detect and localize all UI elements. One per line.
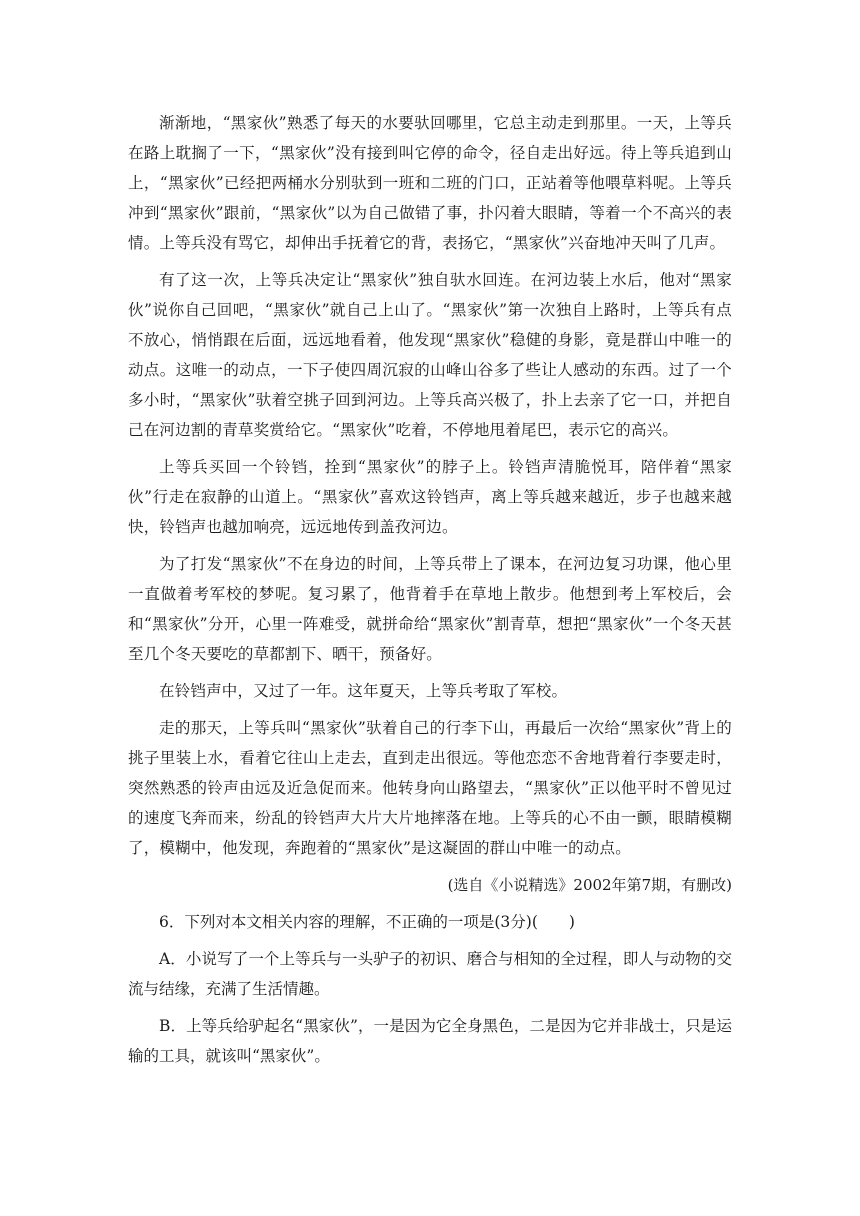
question-stem: 6．下列对本文相关内容的理解，不正确的一项是(3分)( ) bbox=[159, 913, 575, 931]
story-paragraph-6: 走的那天，上等兵叫“黑家伙”驮着自己的行李下山，再最后一次给“黑家伙”背上的挑子里装上水，看着它往山上走去，直到走出很远。等他恋恋不舍地背着行李要走时，突然熟悉的铃声由远及近急促而来。他转身向山路望去，“黑家伙”正以他平时不曾见过的速度飞奔而来，纷乱的铃铛声大片大片地摔落在地。上等兵的心不由一颤，眼睛模糊了，模糊中，他发现，奔跑着的“黑家伙”是这凝固的群山中唯一的动点。 bbox=[128, 719, 732, 857]
document-page bbox=[128, 108, 732, 1078]
question-option-a: A．小说写了一个上等兵与一头驴子的初识、磨合与相知的全过程，即人与动物的交流与结缘，充满了生活情趣。 bbox=[128, 950, 732, 998]
story-paragraph-2: 有了这一次，上等兵决定让“黑家伙”独自驮水回连。在河边装上水后，他对“黑家伙”说你自己回吧，“黑家伙”就自己上山了。“黑家伙”第一次独自上路时，上等兵有点不放心，悄悄跟在后面，远远地看着，他发现“黑家伙”稳健的身影，竟是群山中唯一的动点。这唯一的动点，一下子使四周沉寂的山峰山谷多了些让人感动的东西。过了一个多小时，“黑家伙”驮着空挑子回到河边。上等兵高兴极了，扑上去亲了它一口，并把自己在河边割的青草奖赏给它。“黑家伙”吃着，不停地甩着尾巴，表示它的高兴。 bbox=[128, 271, 732, 439]
story-paragraph-3: 上等兵买回一个铃铛，拴到“黑家伙”的脖子上。铃铛声清脆悦耳，陪伴着“黑家伙”行走在寂静的山道上。“黑家伙”喜欢这铃铛声，离上等兵越来越近，步子也越来越快，铃铛声也越加响亮，远远地传到盖孜河边。 bbox=[128, 458, 732, 536]
story-paragraph-1: 渐渐地，“黑家伙”熟悉了每天的水要驮回哪里，它总主动走到那里。一天，上等兵在路上耽搁了一下，“黑家伙”没有接到叫它停的命令，径自走出好远。待上等兵追到山上，“黑家伙”已经把两桶水分别驮到一班和二班的门口，正站着等他喂草料呢。上等兵冲到“黑家伙”跟前，“黑家伙”以为自己做错了事，扑闪着大眼睛，等着一个不高兴的表情。上等兵没有骂它，却伸出手抚着它的背，表扬它，“黑家伙”兴奋地冲天叫了几声。 bbox=[128, 114, 732, 252]
story-paragraph-5: 在铃铛声中，又过了一年。这年夏天，上等兵考取了军校。 bbox=[159, 682, 568, 700]
question-option-b: B．上等兵给驴起名“黑家伙”，一是因为它全身黑色，二是因为它并非战士，只是运输的工具，就该叫“黑家伙”。 bbox=[128, 1017, 732, 1065]
source-citation: (选自《小说精选》2002年第7期，有删改) bbox=[447, 876, 732, 894]
story-paragraph-4: 为了打发“黑家伙”不在身边的时间，上等兵带上了课本，在河边复习功课，他心里一直做着考军校的梦呢。复习累了，他背着手在草地上散步。他想到考上军校后，会和“黑家伙”分开，心里一阵难受，就拼命给“黑家伙”割青草，想把“黑家伙”一个冬天甚至几个冬天要吃的草都割下、晒干，预备好。 bbox=[128, 555, 732, 663]
